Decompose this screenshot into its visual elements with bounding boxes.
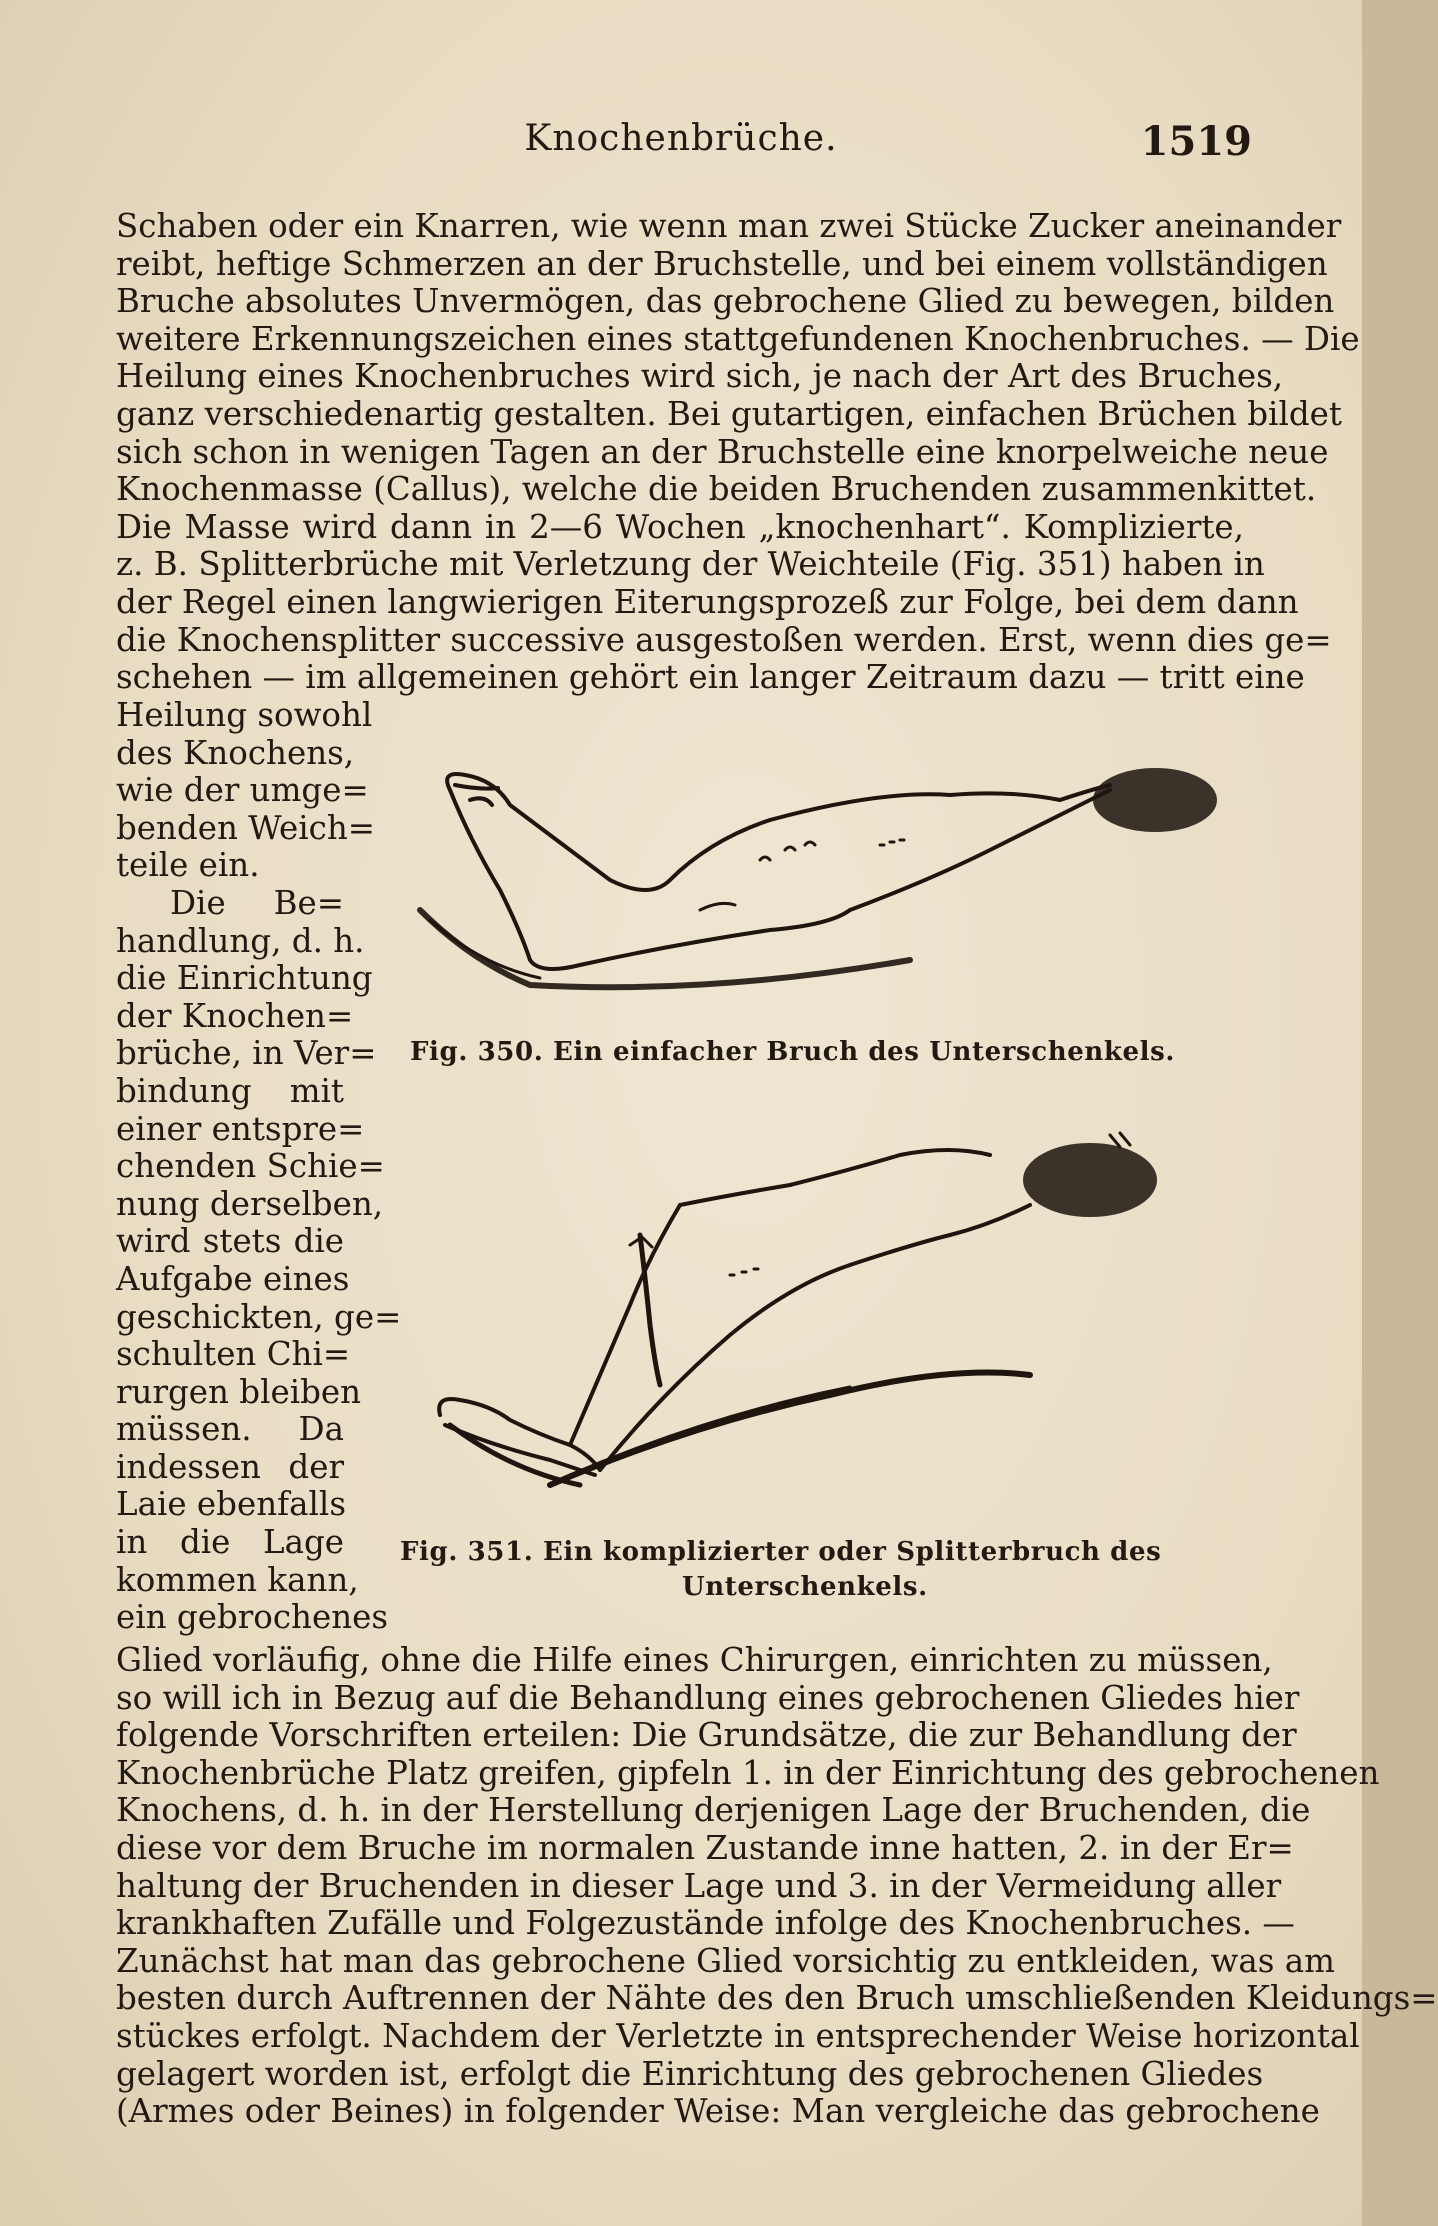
text-line: sich schon in wenigen Tagen an der Bruchstelle eine knorpelweiche neue <box>116 432 1329 471</box>
text-line: bindung mit <box>116 1071 344 1110</box>
figure-350-caption: Fig. 350. Ein einfacher Bruch des Unterschenkels. <box>410 1037 1175 1067</box>
text-line: der Regel einen langwierigen Eiterungsprozeß zur Folge, bei dem dann <box>116 582 1299 621</box>
text-line: wird stets die <box>116 1222 344 1261</box>
text-line: z. B. Splitterbrüche mit Verletzung der Weichteile (Fig. 351) haben in <box>116 545 1265 584</box>
text-line: einer entspre= <box>116 1109 365 1148</box>
text-line: gelagert worden ist, erfolgt die Einrichtung des gebrochenen Gliedes <box>116 2054 1264 2093</box>
text-line: ganz verschiedenartig gestalten. Bei gutartigen, einfachen Brüchen bildet <box>116 394 1342 433</box>
text-line: der Knochen= <box>116 996 354 1035</box>
figure-351-caption: Fig. 351. Ein komplizierter oder Splitterbruch des <box>400 1537 1162 1567</box>
text-line: handlung, d. h. <box>116 921 365 960</box>
text-line: Schaben oder ein Knarren, wie wenn man zwei Stücke Zucker aneinander <box>116 207 1342 245</box>
text-line: müssen. Da <box>116 1410 344 1449</box>
text-line: Aufgabe eines <box>116 1259 350 1298</box>
text-line: wie der umge= <box>116 771 369 810</box>
text-line: Knochenbrüche Platz greifen, gipfeln 1. in der Einrichtung des gebrochenen <box>116 1753 1380 1792</box>
text-line: nung derselben, <box>116 1184 384 1223</box>
text-line: Bruche absolutes Unvermögen, das gebrochene Glied zu bewegen, bilden <box>116 282 1335 321</box>
text-line: die Einrichtung <box>116 959 373 998</box>
text-line: diese vor dem Bruche im normalen Zustande inne hatten, 2. in der Er= <box>116 1828 1294 1867</box>
text-line: Die Masse wird dann in 2—6 Wochen „knochenhart“. Komplizierte, <box>116 507 1244 546</box>
text-line: ein gebrochenes <box>116 1598 389 1637</box>
text-line: Knochenmasse (Callus), welche die beiden Bruchenden zusammenkittet. <box>116 470 1317 509</box>
text-line: in die Lage <box>116 1523 344 1562</box>
text-line: kommen kann, <box>116 1560 359 1599</box>
text-line: Knochens, d. h. in der Herstellung derjenigen Lage der Bruchenden, die <box>116 1791 1311 1830</box>
running-title: Knochenbrüche. <box>524 118 838 159</box>
text-line: teile ein. <box>116 846 260 885</box>
text-line: brüche, in Ver= <box>116 1034 377 1073</box>
text-line: folgende Vorschriften erteilen: Die Grundsätze, die zur Behandlung der <box>116 1716 1297 1755</box>
text-line: benden Weich= <box>116 808 376 847</box>
text-line: die Knochensplitter successive ausgestoßen werden. Erst, wenn dies ge= <box>116 620 1332 659</box>
text-line: Heilung sowohl <box>116 696 373 734</box>
text-line: besten durch Auftrennen der Nähte des den Bruch umschließenden Kleidungs= <box>116 1979 1438 2018</box>
text-line: Die Be= <box>170 883 344 922</box>
text-line: chenden Schie= <box>116 1147 385 1186</box>
text-line: geschickten, ge= <box>116 1297 402 1336</box>
text-line: so will ich in Bezug auf die Behandlung eines gebrochenen Gliedes hier <box>116 1678 1300 1717</box>
text-line: schehen — im allgemeinen gehört ein langer Zeitraum dazu — tritt eine <box>116 658 1305 697</box>
text-line: schulten Chi= <box>116 1335 351 1374</box>
text-line: reibt, heftige Schmerzen an der Bruchstelle, und bei einem vollständigen <box>116 244 1328 283</box>
text-line: stückes erfolgt. Nachdem der Verletzte in entsprechender Weise horizontal <box>116 2016 1360 2055</box>
top-paragraph <box>116 207 1360 697</box>
figure-350-illustration <box>410 760 1220 1010</box>
figure-351-caption-continuation: Unterschenkels. <box>682 1572 928 1602</box>
text-line: Glied vorläufig, ohne die Hilfe eines Chirurgen, einrichten zu müssen, <box>116 1641 1273 1679</box>
left-column-text <box>116 696 402 1637</box>
text-line: Zunächst hat man das gebrochene Glied vorsichtig zu entkleiden, was am <box>116 1941 1335 1980</box>
text-line: krankhaften Zufälle und Folgezustände infolge des Knochenbruches. — <box>116 1904 1295 1943</box>
text-line: indessen der <box>116 1447 344 1486</box>
bottom-paragraph <box>116 1641 1438 2131</box>
text-line: (Armes oder Beines) in folgender Weise: Man vergleiche das gebrochene <box>116 2092 1320 2131</box>
text-line: Laie ebenfalls <box>116 1485 346 1524</box>
text-line: haltung der Bruchenden in dieser Lage und 3. in der Vermeidung aller <box>116 1866 1282 1905</box>
figure-351-illustration <box>430 1125 1200 1505</box>
text-line: des Knochens, <box>116 733 355 772</box>
text-line: rurgen bleiben <box>116 1372 362 1411</box>
text-line: Heilung eines Knochenbruches wird sich, je nach der Art des Bruches, <box>116 357 1284 396</box>
page-number: 1519 <box>1140 118 1252 165</box>
text-line: weitere Erkennungszeichen eines stattgefundenen Knochenbruches. — Die <box>116 319 1360 358</box>
